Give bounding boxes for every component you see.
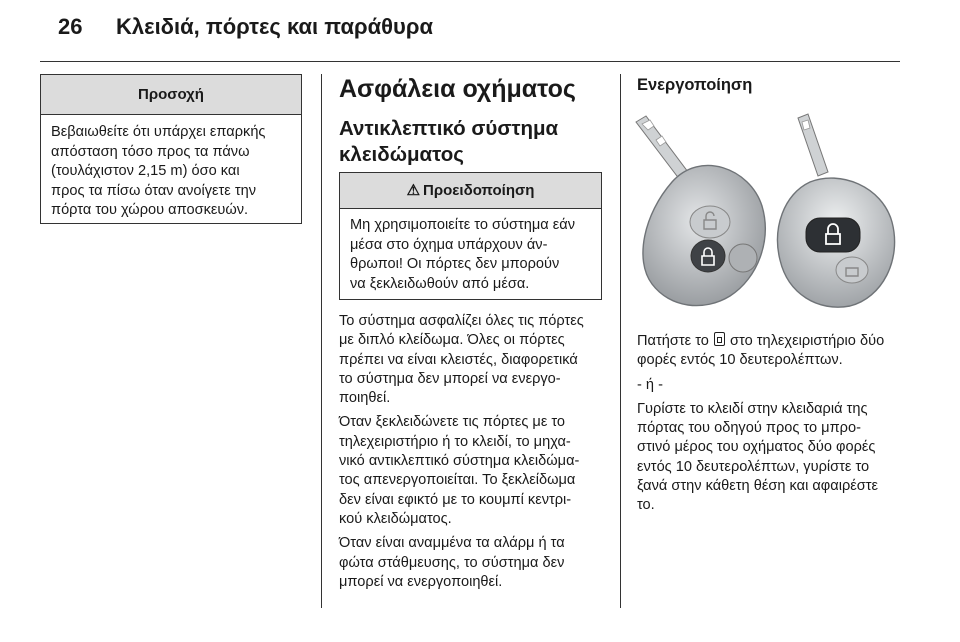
text-line: το σύστημα δεν μπορεί να ενεργο- (339, 370, 561, 387)
text-line: πρέπει να είναι κλειστές, διαφορετικά (339, 351, 578, 368)
warning-header (340, 173, 601, 209)
text-line: πόρτας του οδηγού προς το μπρο- (637, 420, 861, 437)
text-line: με διπλό κλείδωμα. Όλες οι πόρτες (339, 332, 565, 349)
section-title: Ασφάλεια οχήματος (339, 75, 576, 103)
paragraph (637, 332, 909, 371)
warning-line: μέσα στο όχημα υπάρχουν άν- (350, 236, 548, 253)
text-fragment: Πατήστε το (637, 333, 709, 349)
chapter-title: Κλειδιά, πόρτες και παράθυρα (116, 14, 433, 39)
key-fob-right (778, 178, 895, 307)
subsection-title-line: Αντικλεπτικό σύστημα (339, 117, 559, 140)
subsection-title-line: κλειδώματος (339, 143, 464, 166)
caution-line: απόσταση τόσο προς τα πάνω (51, 143, 250, 160)
text-line: τος απενεργοποιείται. Το ξεκλείδωμα (339, 472, 576, 489)
warning-text (340, 209, 601, 300)
caution-line: (τουλάχιστον 2,15 m) όσο και (51, 163, 240, 179)
text-line: το. (637, 497, 655, 514)
middle-body (339, 312, 607, 597)
caution-text (41, 115, 301, 227)
subsection-title (339, 116, 604, 168)
paragraph (339, 413, 607, 529)
caution-line: προς τα πίσω όταν ανοίγετε την (51, 182, 257, 199)
text-line: φορές εντός 10 δευτερολέπτων. (637, 352, 843, 369)
paragraph (637, 400, 909, 516)
text-fragment: στο τηλεχειριστήριο δύο (730, 333, 885, 349)
text-line: τηλεχειριστήριο ή το κλειδί, το μηχα- (339, 433, 571, 450)
paragraph (339, 312, 607, 408)
middle-column (339, 74, 604, 168)
header-rule (40, 61, 900, 62)
key-fob-left (643, 165, 765, 305)
column-divider-left (321, 74, 322, 608)
right-column (637, 76, 907, 95)
caution-line: πόρτα του χώρου αποσκευών. (51, 202, 249, 218)
column-divider-right (620, 74, 621, 608)
warning-box (339, 172, 602, 300)
caution-line: Βεβαιωθείτε ότι υπάρχει επαρκής (51, 124, 266, 140)
caution-title: Προσοχή (41, 75, 301, 115)
text-line: Όταν είναι αναμμένα τα αλάρμ ή τα (339, 535, 565, 552)
warning-title: Προειδοποίηση (423, 182, 535, 199)
text-line: Το σύστημα ασφαλίζει όλες τις πόρτες (339, 313, 584, 329)
text-line: κού κλειδώματος. (339, 510, 452, 527)
caution-box (40, 74, 302, 224)
text-line: Όταν ξεκλειδώνετε τις πόρτες με το (339, 414, 566, 431)
text-line: μπορεί να ενεργοποιηθεί. (339, 573, 503, 590)
key-blade-left (636, 116, 688, 180)
warning-line: Μη χρησιμοποιείτε το σύστημα εάν (350, 217, 576, 233)
text-line: ξανά στην κάθετη θέση και αφαιρέστε (637, 478, 879, 495)
text-line (637, 332, 909, 351)
text-line: Γυρίστε το κλειδί στην κλειδαριά της (637, 400, 868, 417)
text-line: στινό μέρος του οχήματος δύο φορές (637, 439, 876, 456)
remote-key-illustration (630, 110, 908, 320)
warning-triangle-icon: ⚠ (406, 182, 421, 199)
warning-line: θρωποι! Οι πόρτες δεν μπορούν (350, 256, 560, 272)
text-line: ποιηθεί. (339, 390, 391, 407)
text-line: φώτα στάθμευσης, το σύστημα δεν (339, 554, 565, 571)
lock-button-icon (714, 332, 725, 346)
or-separator: - ή - (637, 376, 663, 393)
page-number: 26 (58, 14, 83, 39)
text-line: δεν είναι εφικτό με το κουμπί κεντρι- (339, 491, 572, 508)
text-line: εντός 10 δευτερολέπτων, γυρίστε το (637, 458, 870, 475)
text-line: νικό αντικλεπτικό σύστημα κλειδώμα- (339, 453, 580, 470)
warning-line: να ξεκλειδωθούν από μέσα. (350, 275, 530, 292)
activation-title: Ενεργοποίηση (637, 76, 753, 94)
key-blade-right (798, 114, 828, 176)
page-header (0, 0, 960, 62)
paragraph (339, 534, 607, 592)
activation-body (637, 332, 909, 521)
